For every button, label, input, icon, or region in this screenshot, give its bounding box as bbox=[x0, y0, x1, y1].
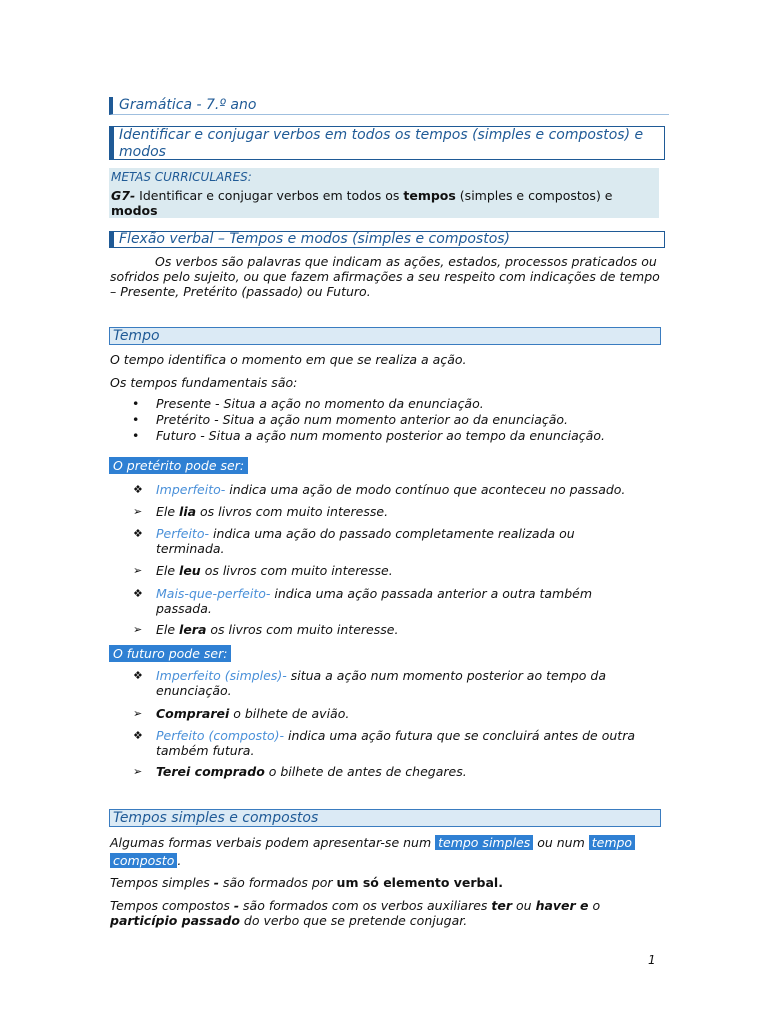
p2-dash: - bbox=[213, 875, 219, 890]
simples-paragraph-1 bbox=[110, 834, 662, 870]
desc2: passada. bbox=[156, 601, 212, 616]
ex-bold: Comprarei bbox=[156, 706, 230, 721]
simples-paragraph-3 bbox=[110, 898, 662, 928]
ex-bold: lia bbox=[179, 504, 197, 519]
p2-bold: um só elemento verbal. bbox=[336, 875, 503, 890]
desc: indica uma ação de modo contínuo que aconteceu no passado. bbox=[225, 482, 626, 497]
futuro-item-2 bbox=[156, 728, 656, 758]
flexao-heading: Flexão verbal – Tempos e modos (simples e compostos) bbox=[109, 231, 665, 248]
arrow-bullet-icon: ➢ bbox=[133, 707, 143, 720]
desc: situa a ação num momento posterior ao tempo da bbox=[286, 668, 607, 683]
bullet-icon: • bbox=[132, 396, 140, 411]
term: Perfeito- bbox=[156, 526, 209, 541]
metas-bold-b: modos bbox=[111, 203, 158, 218]
diamond-bullet-icon: ❖ bbox=[133, 483, 143, 496]
ex-post: os livros com muito interesse. bbox=[196, 504, 389, 519]
arrow-bullet-icon: ➢ bbox=[133, 505, 143, 518]
p3-haver: haver e bbox=[535, 898, 589, 913]
preterito-example-3 bbox=[156, 622, 656, 637]
futuro-tag: O futuro pode ser: bbox=[109, 645, 231, 662]
ex-pre: Ele bbox=[156, 504, 180, 519]
flexao-paragraph: Os verbos são palavras que indicam as ações, estados, processos praticados ou sofridos pelo sujeito, ou que fazem afirmações a seu respeito com indicações de tempo – Presente, Pretérito (passado) ou Futuro. bbox=[110, 254, 660, 299]
desc2: também futura. bbox=[156, 743, 255, 758]
metas-curriculares-box bbox=[109, 168, 659, 218]
diamond-bullet-icon: ❖ bbox=[133, 729, 143, 742]
metas-text-b: (simples e compostos) e bbox=[455, 188, 613, 203]
preterito-item-2 bbox=[156, 526, 656, 556]
p3-b: são formados com os verbos auxiliares bbox=[239, 898, 492, 913]
p1-a: Algumas formas verbais podem apresentar-se num bbox=[110, 835, 436, 850]
diamond-bullet-icon: ❖ bbox=[133, 669, 143, 682]
tempo-bullet-1: Presente - Situa a ação no momento da enunciação. bbox=[156, 396, 484, 411]
simples-heading: Tempos simples e compostos bbox=[109, 809, 661, 827]
p3-o: o bbox=[588, 898, 601, 913]
diamond-bullet-icon: ❖ bbox=[133, 587, 143, 600]
highlight-tempo-simples: tempo simples bbox=[435, 835, 533, 850]
p1-b: ou num bbox=[533, 835, 589, 850]
preterito-item-3 bbox=[156, 586, 656, 616]
arrow-bullet-icon: ➢ bbox=[133, 564, 143, 577]
term: Imperfeito- bbox=[156, 482, 226, 497]
futuro-item-1 bbox=[156, 668, 656, 698]
tempo-heading: Tempo bbox=[109, 327, 661, 345]
metas-text-a: Identificar e conjugar verbos em todos os bbox=[135, 188, 404, 203]
term: Imperfeito (simples)- bbox=[156, 668, 287, 683]
term: Mais-que-perfeito- bbox=[156, 586, 271, 601]
metas-label: METAS CURRICULARES: bbox=[111, 170, 252, 184]
desc: indica uma ação passada anterior a outra também bbox=[270, 586, 593, 601]
tempo-bullet-3: Futuro - Situa a ação num momento posterior ao tempo da enunciação. bbox=[156, 428, 605, 443]
metas-code: G7- bbox=[111, 188, 136, 203]
tempo-line-2: Os tempos fundamentais são: bbox=[110, 375, 298, 390]
p3-ou: ou bbox=[512, 898, 536, 913]
ex-post: o bilhete de antes de chegares. bbox=[264, 764, 467, 779]
ex-post: os livros com muito interesse. bbox=[206, 622, 399, 637]
document-title: Gramática - 7.º ano bbox=[109, 97, 669, 115]
tempo-line-1: O tempo identifica o momento em que se realiza a ação. bbox=[110, 352, 467, 367]
preterito-item-1 bbox=[156, 482, 656, 497]
arrow-bullet-icon: ➢ bbox=[133, 765, 143, 778]
bullet-icon: • bbox=[132, 428, 140, 443]
term: Perfeito (composto)- bbox=[156, 728, 285, 743]
page-number: 1 bbox=[648, 953, 656, 967]
ex-post: o bilhete de avião. bbox=[229, 706, 350, 721]
ex-pre: Ele bbox=[156, 563, 180, 578]
p2-b: são formados por bbox=[218, 875, 337, 890]
ex-bold: Terei comprado bbox=[156, 764, 265, 779]
metas-bold-a: tempos bbox=[403, 188, 456, 203]
ex-pre: Ele bbox=[156, 622, 180, 637]
p1-end: . bbox=[177, 853, 182, 868]
p2-a: Tempos simples bbox=[110, 875, 214, 890]
objective-heading: Identificar e conjugar verbos em todos os tempos (simples e compostos) e modos bbox=[109, 126, 665, 160]
metas-text bbox=[111, 188, 651, 218]
highlight-tempo: tempo bbox=[589, 835, 635, 850]
simples-paragraph-2 bbox=[110, 875, 503, 890]
bullet-icon: • bbox=[132, 412, 140, 427]
p3-dash: - bbox=[233, 898, 240, 913]
desc: indica uma ação futura que se concluirá antes de outra bbox=[284, 728, 635, 743]
preterito-example-2 bbox=[156, 563, 656, 578]
p3-a: Tempos compostos bbox=[110, 898, 234, 913]
ex-bold: lera bbox=[179, 622, 207, 637]
p3-part: particípio passado bbox=[110, 913, 240, 928]
p3-end: do verbo que se pretende conjugar. bbox=[239, 913, 468, 928]
futuro-example-1 bbox=[156, 706, 656, 721]
desc2: enunciação. bbox=[156, 683, 232, 698]
tempo-bullet-2: Pretérito - Situa a ação num momento anterior ao da enunciação. bbox=[156, 412, 569, 427]
diamond-bullet-icon: ❖ bbox=[133, 527, 143, 540]
highlight-composto: composto bbox=[110, 853, 177, 868]
desc: indica uma ação do passado completamente realizada ou bbox=[209, 526, 575, 541]
desc2: terminada. bbox=[156, 541, 225, 556]
preterito-tag: O pretérito pode ser: bbox=[109, 457, 248, 474]
arrow-bullet-icon: ➢ bbox=[133, 623, 143, 636]
ex-bold: leu bbox=[179, 563, 201, 578]
ex-post: os livros com muito interesse. bbox=[200, 563, 393, 578]
futuro-example-2 bbox=[156, 764, 656, 779]
p3-ter: ter bbox=[491, 898, 513, 913]
preterito-example-1 bbox=[156, 504, 656, 519]
